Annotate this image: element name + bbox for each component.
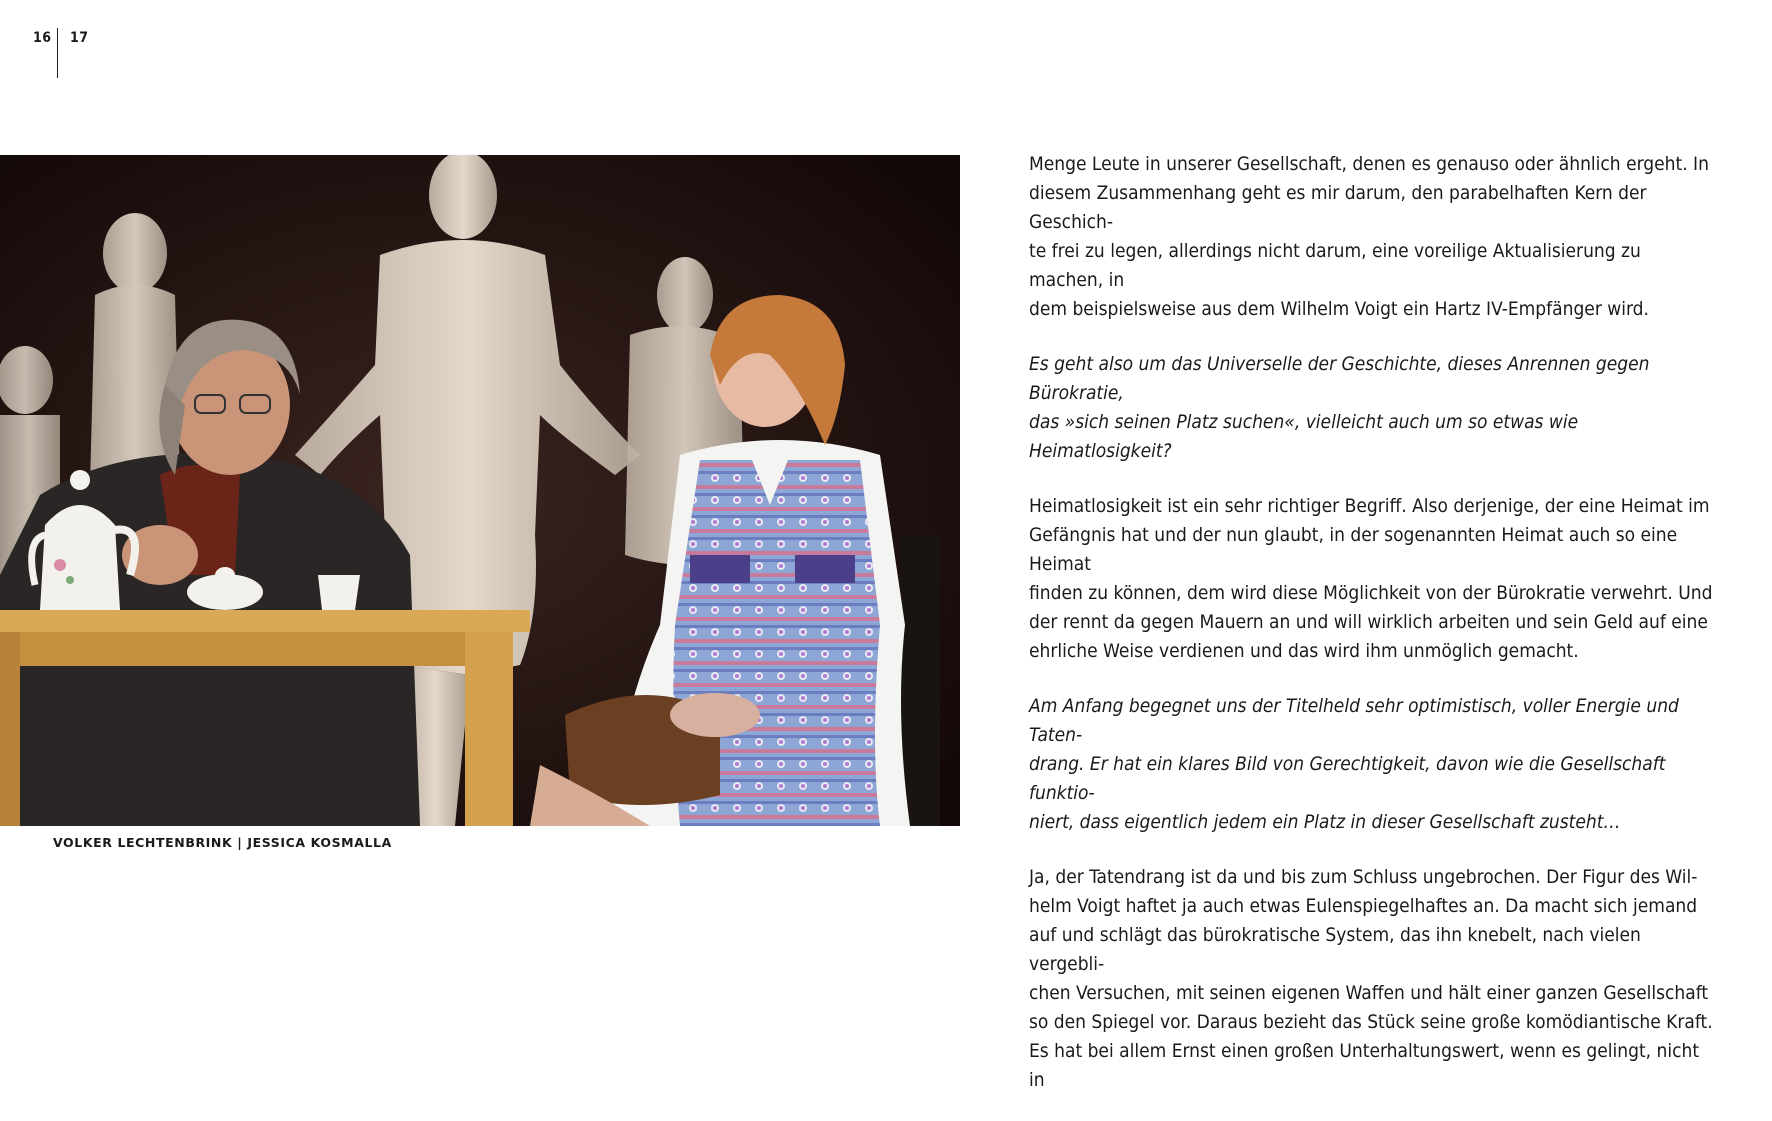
paragraph-answer-2: Heimatlosigkeit ist ein sehr richtiger Begriff. Also derjenige, der eine Heimat im Gefängnis hat und der nun glaubt, in der sogenannten Heimat auch so eine Heimat finden zu können, dem wird diese Möglichkeit von der Bürokratie verwehrt. Und der rennt da gegen Mauern an und will wirklich arbeiten und sein Geld auf eine ehrliche Weise verdienen und das wird ihm unmöglich gemacht. <box>1029 495 1713 662</box>
paragraph-question-2: Am Anfang begegnet uns der Titelheld sehr optimistisch, voller Energie und Taten- drang. Er hat ein klares Bild von Gerechtigkeit, davon wie die Gesellschaft funktio- niert, dass eigentlich jedem ein Platz in dieser Gesellschaft zusteht… <box>1029 695 1679 833</box>
page-number-left: 16 <box>33 30 52 46</box>
milk-jug <box>318 575 360 610</box>
paragraph-answer-1: Menge Leute in unserer Gesellschaft, denen es genauso oder ähnlich ergeht. In diesem Zusammenhang geht es mir darum, den parabelhaften Kern der Geschich- te frei zu legen, allerdings nicht darum, eine voreilige Aktualisierung zu machen, in dem beispielsweise aus dem Wilhelm Voigt ein Hartz IV-Empfänger wird. <box>1029 153 1709 320</box>
stage-photo <box>0 155 960 826</box>
page-numbers <box>33 30 89 80</box>
paragraph-question-1: Es geht also um das Universelle der Geschichte, dieses Anrennen gegen Bürokratie, das »sich seinen Platz suchen«, vielleicht auch um so etwas wie Heimatlosigkeit? <box>1029 353 1650 462</box>
page-number-right: 17 <box>70 30 89 46</box>
page-number-divider <box>57 28 58 78</box>
paragraph-answer-3: Ja, der Tatendrang ist da und bis zum Schluss ungebrochen. Der Figur des Wil- helm Voigt haftet ja auch etwas Eulenspiegelhaftes an. Da macht sich jemand auf und schlägt das bürokratische System, das ihn knebelt, nach vielen vergebli- chen Versuchen, mit seinen eigenen Waffen und hält einer ganzen Gesellschaft so den Spiegel vor. Daraus bezieht das Stück seine große komödiantische Kraft. Es hat bei allem Ernst einen großen Unterhaltungswert, wenn es gelingt, nicht in <box>1029 866 1713 1091</box>
photo-caption: VOLKER LECHTENBRINK | JESSICA KOSMALLA <box>53 835 392 850</box>
stage-photo-illustration <box>0 155 960 826</box>
interview-text <box>1029 150 1719 1121</box>
